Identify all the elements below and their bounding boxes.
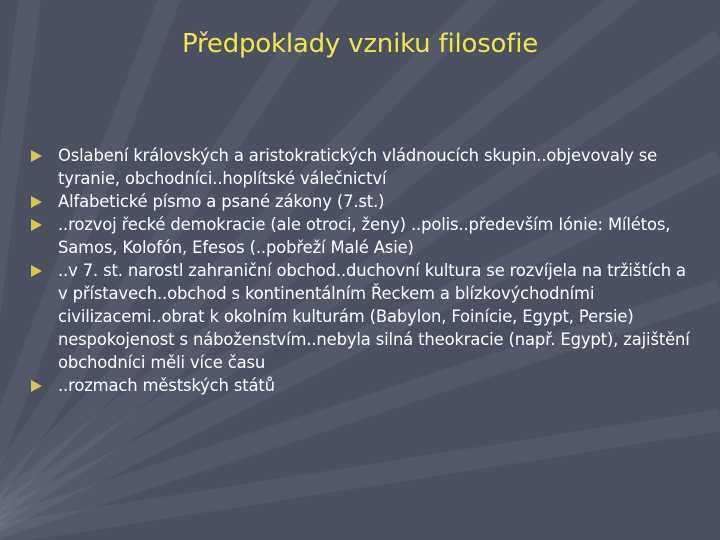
slide-title: Předpoklady vzniku filosofie xyxy=(181,29,539,59)
bullet-item xyxy=(31,144,695,190)
bullet-text: ..v 7. st. narostl zahraniční obchod..duchovní kultura se rozvíjela na tržištích a v přístavech..obchod s kontinentálním Řeckem a blízkovýchodními civilizacemi..obrat k okolním kulturám (Babylon, Foinície, Egypt, Persie) nespokojenost s náboženstvím..nebyla silná theokracie (např. Egypt), zajištění obchodníci měli více času xyxy=(58,261,690,372)
bullet-text: Oslabení královských a aristokratických vládnoucích skupin..objevovaly se tyranie, obchodníci..hoplítské válečnictví xyxy=(58,146,658,188)
right-triangle-icon xyxy=(31,150,42,162)
bullet-list xyxy=(31,144,695,397)
bullet-text: Alfabetické písmo a psané zákony (7.st.) xyxy=(58,192,385,211)
bullet-item xyxy=(31,374,695,397)
right-triangle-icon xyxy=(31,380,42,392)
right-triangle-icon xyxy=(31,219,42,231)
bullet-text: ..rozmach městských států xyxy=(58,376,275,395)
bullet-item xyxy=(31,190,695,213)
bullet-item xyxy=(31,213,695,259)
bullet-text: ..rozvoj řecké demokracie (ale otroci, ženy) ..polis..především Iónie: Mílétos, Samos, Kolofón, Efesos (..pobřeží Malé Asie) xyxy=(58,215,671,257)
right-triangle-icon xyxy=(31,265,42,277)
bullet-item xyxy=(31,259,695,374)
right-triangle-icon xyxy=(31,196,42,208)
